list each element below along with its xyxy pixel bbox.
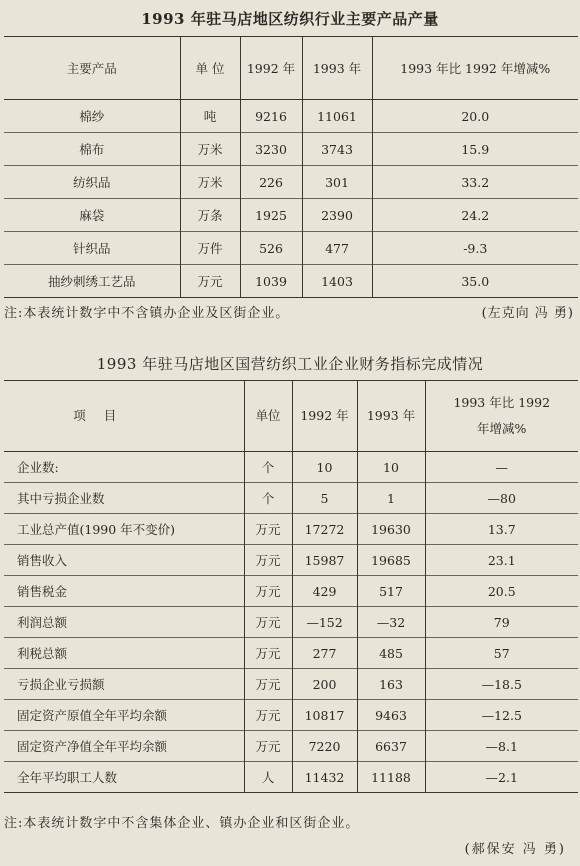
value-1992-cell: 226 bbox=[240, 166, 302, 199]
unit-cell: 万条 bbox=[180, 199, 240, 232]
value-1993-cell: 517 bbox=[357, 576, 425, 607]
value-1993-cell: 10 bbox=[357, 452, 425, 483]
table1-header-row bbox=[4, 37, 578, 100]
header-change: 1993 年比 1992 年增减% bbox=[372, 37, 578, 100]
table-row bbox=[4, 483, 578, 514]
unit-cell: 万元 bbox=[244, 638, 292, 669]
change-cell: 20.0 bbox=[372, 100, 578, 133]
value-1992-cell: 9216 bbox=[240, 100, 302, 133]
table-row bbox=[4, 100, 578, 133]
unit-cell: 万米 bbox=[180, 133, 240, 166]
value-1993-cell: 2390 bbox=[302, 199, 372, 232]
change-cell: 33.2 bbox=[372, 166, 578, 199]
value-1992-cell: 15987 bbox=[292, 545, 357, 576]
product-cell: 抽纱刺绣工艺品 bbox=[4, 265, 180, 298]
table1-note bbox=[4, 302, 578, 321]
value-1992-cell: 3230 bbox=[240, 133, 302, 166]
header-1993: 1993 年 bbox=[357, 381, 425, 452]
value-1992-cell: 17272 bbox=[292, 514, 357, 545]
value-1993-cell: 11061 bbox=[302, 100, 372, 133]
unit-cell: 个 bbox=[244, 452, 292, 483]
header-change-line2: 年增减% bbox=[477, 421, 527, 436]
item-cell: 销售收入 bbox=[4, 545, 244, 576]
table-row bbox=[4, 731, 578, 762]
product-cell: 麻袋 bbox=[4, 199, 180, 232]
unit-cell: 万元 bbox=[244, 669, 292, 700]
change-cell: —18.5 bbox=[425, 669, 578, 700]
value-1992-cell: 7220 bbox=[292, 731, 357, 762]
change-cell: 13.7 bbox=[425, 514, 578, 545]
unit-cell: 万元 bbox=[244, 731, 292, 762]
header-1992: 1992 年 bbox=[240, 37, 302, 100]
product-cell: 棉纱 bbox=[4, 100, 180, 133]
item-cell: 企业数: bbox=[4, 452, 244, 483]
table-row bbox=[4, 669, 578, 700]
value-1993-cell: —32 bbox=[357, 607, 425, 638]
item-cell: 销售税金 bbox=[4, 576, 244, 607]
value-1992-cell: 10817 bbox=[292, 700, 357, 731]
change-cell: 15.9 bbox=[372, 133, 578, 166]
value-1993-cell: 163 bbox=[357, 669, 425, 700]
item-cell: 固定资产原值全年平均余额 bbox=[4, 700, 244, 731]
value-1992-cell: 200 bbox=[292, 669, 357, 700]
financial-indicator-table bbox=[4, 380, 578, 793]
change-cell: 79 bbox=[425, 607, 578, 638]
table-row bbox=[4, 199, 578, 232]
table-row bbox=[4, 545, 578, 576]
header-change bbox=[425, 381, 578, 452]
item-cell: 亏损企业亏损额 bbox=[4, 669, 244, 700]
table2-credit: (郝保安 冯 勇) bbox=[464, 842, 566, 857]
value-1993-cell: 19630 bbox=[357, 514, 425, 545]
unit-cell: 万元 bbox=[244, 545, 292, 576]
table2-header-row bbox=[4, 381, 578, 452]
value-1993-cell: 1403 bbox=[302, 265, 372, 298]
unit-cell: 人 bbox=[244, 762, 292, 793]
value-1992-cell: 526 bbox=[240, 232, 302, 265]
value-1993-cell: 477 bbox=[302, 232, 372, 265]
unit-cell: 万米 bbox=[180, 166, 240, 199]
table-row bbox=[4, 133, 578, 166]
table-row bbox=[4, 762, 578, 793]
header-product: 主要产品 bbox=[4, 37, 180, 100]
header-item: 项目 bbox=[4, 381, 244, 452]
table-row bbox=[4, 166, 578, 199]
value-1993-cell: 485 bbox=[357, 638, 425, 669]
header-change-line1: 1993 年比 1992 bbox=[453, 395, 551, 410]
table-row bbox=[4, 514, 578, 545]
change-cell: 24.2 bbox=[372, 199, 578, 232]
table-row bbox=[4, 576, 578, 607]
product-cell: 针织品 bbox=[4, 232, 180, 265]
value-1993-cell: 11188 bbox=[357, 762, 425, 793]
value-1992-cell: 429 bbox=[292, 576, 357, 607]
value-1993-cell: 3743 bbox=[302, 133, 372, 166]
table2-title: 1993 年驻马店地区国营纺织工业企业财务指标完成情况 bbox=[96, 355, 484, 373]
table-row bbox=[4, 607, 578, 638]
product-cell: 棉布 bbox=[4, 133, 180, 166]
value-1993-cell: 9463 bbox=[357, 700, 425, 731]
table-row bbox=[4, 638, 578, 669]
table1-note-text: 注:本表统计数字中不含镇办企业及区街企业。 bbox=[4, 306, 290, 321]
value-1992-cell: 11432 bbox=[292, 762, 357, 793]
value-1992-cell: 277 bbox=[292, 638, 357, 669]
change-cell: — bbox=[425, 452, 578, 483]
unit-cell: 万元 bbox=[244, 514, 292, 545]
table-row bbox=[4, 452, 578, 483]
item-cell: 全年平均职工人数 bbox=[4, 762, 244, 793]
table-row bbox=[4, 232, 578, 265]
change-cell: 35.0 bbox=[372, 265, 578, 298]
value-1993-cell: 19685 bbox=[357, 545, 425, 576]
unit-cell: 万元 bbox=[244, 576, 292, 607]
value-1992-cell: 1039 bbox=[240, 265, 302, 298]
change-cell: —80 bbox=[425, 483, 578, 514]
table-row bbox=[4, 700, 578, 731]
change-cell: 23.1 bbox=[425, 545, 578, 576]
unit-cell: 个 bbox=[244, 483, 292, 514]
table1-credit: (左克向 冯 勇) bbox=[481, 306, 574, 321]
value-1993-cell: 1 bbox=[357, 483, 425, 514]
product-output-table bbox=[4, 36, 578, 298]
value-1992-cell: 1925 bbox=[240, 199, 302, 232]
change-cell: —12.5 bbox=[425, 700, 578, 731]
item-cell: 利税总额 bbox=[4, 638, 244, 669]
change-cell: -9.3 bbox=[372, 232, 578, 265]
value-1993-cell: 6637 bbox=[357, 731, 425, 762]
value-1993-cell: 301 bbox=[302, 166, 372, 199]
change-cell: —8.1 bbox=[425, 731, 578, 762]
header-unit: 单位 bbox=[244, 381, 292, 452]
value-1992-cell: 5 bbox=[292, 483, 357, 514]
value-1992-cell: 10 bbox=[292, 452, 357, 483]
unit-cell: 万元 bbox=[244, 700, 292, 731]
product-cell: 纺织品 bbox=[4, 166, 180, 199]
item-cell: 其中亏损企业数 bbox=[4, 483, 244, 514]
table1-title: 1993 年驻马店地区纺织行业主要产品产量 bbox=[141, 10, 439, 28]
item-cell: 工业总产值(1990 年不变价) bbox=[4, 514, 244, 545]
unit-cell: 万元 bbox=[180, 265, 240, 298]
header-1993: 1993 年 bbox=[302, 37, 372, 100]
item-cell: 固定资产净值全年平均余额 bbox=[4, 731, 244, 762]
unit-cell: 万元 bbox=[244, 607, 292, 638]
header-unit: 单 位 bbox=[180, 37, 240, 100]
change-cell: —2.1 bbox=[425, 762, 578, 793]
table2-note: 注:本表统计数字中不含集体企业、镇办企业和区街企业。 bbox=[4, 816, 360, 831]
unit-cell: 吨 bbox=[180, 100, 240, 133]
item-cell: 利润总额 bbox=[4, 607, 244, 638]
unit-cell: 万件 bbox=[180, 232, 240, 265]
change-cell: 20.5 bbox=[425, 576, 578, 607]
value-1992-cell: —152 bbox=[292, 607, 357, 638]
header-1992: 1992 年 bbox=[292, 381, 357, 452]
table-row bbox=[4, 265, 578, 298]
change-cell: 57 bbox=[425, 638, 578, 669]
